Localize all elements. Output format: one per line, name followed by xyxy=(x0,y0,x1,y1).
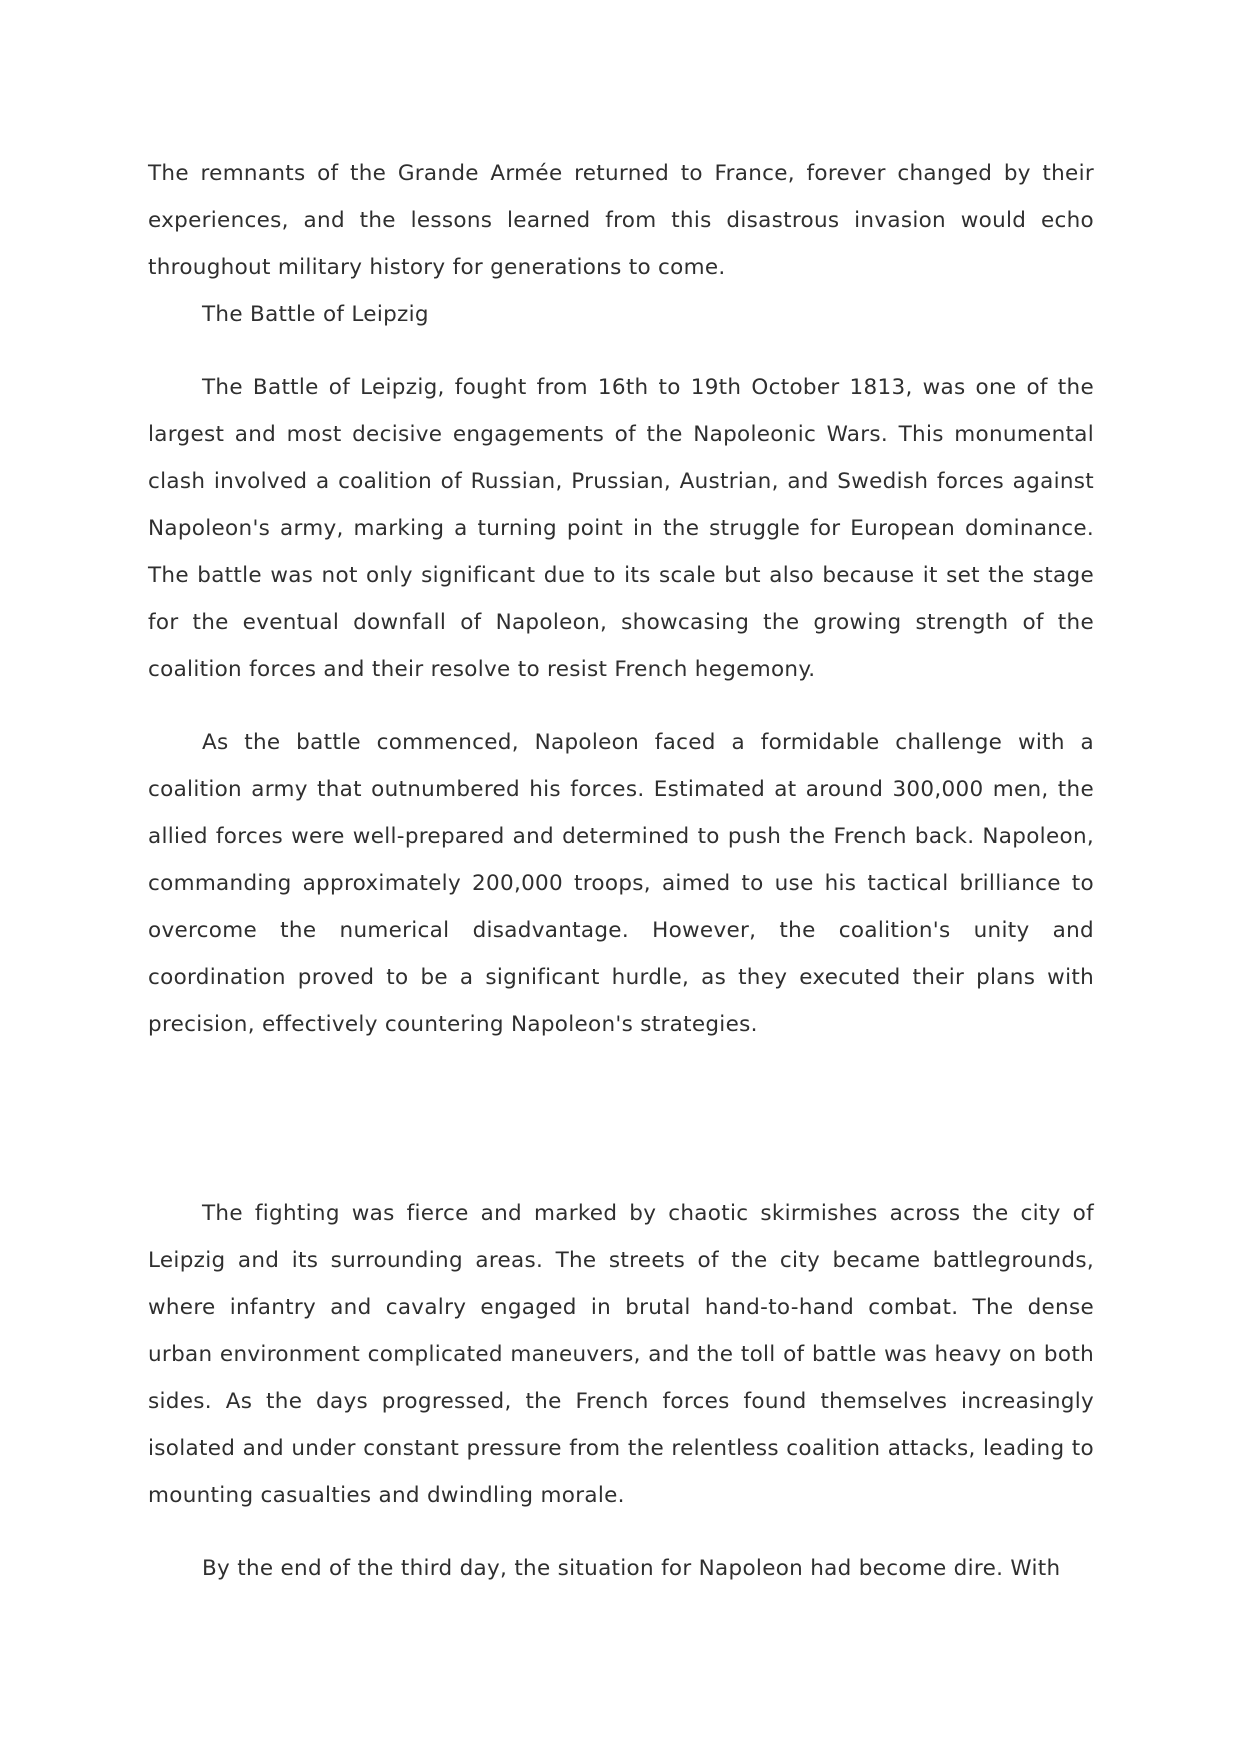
paragraph-third-day: By the end of the third day, the situation for Napoleon had become dire. With xyxy=(202,1556,1061,1581)
document-body xyxy=(148,150,1094,1592)
section-heading-battle-of-leipzig: The Battle of Leipzig xyxy=(202,302,429,327)
paragraph-battle-overview: The Battle of Leipzig, fought from 16th to 19th October 1813, was one of the largest and most decisive engagements of the Napoleonic Wars. This monumental clash involved a coalition of Russian, Prussian, Austrian, and Swedish forces against Napoleon's army, marking a turning point in the struggle for European dominance. The battle was not only significant due to its scale but also because it set the stage for the eventual downfall of Napoleon, showcasing the growing strength of the coalition forces and their resolve to resist French hegemony. xyxy=(148,375,1094,682)
paragraph-grande-armee-return: The remnants of the Grande Armée returned to France, forever changed by their experiences, and the lessons learned from this disastrous invasion would echo throughout military history for generations to come. xyxy=(148,161,1094,280)
paragraph-battle-commenced: As the battle commenced, Napoleon faced a formidable challenge with a coalition army that outnumbered his forces. Estimated at around 300,000 men, the allied forces were well-prepared and determined to push the French back. Napoleon, commanding approximately 200,000 troops, aimed to use his tactical brilliance to overcome the numerical disadvantage. However, the coalition's unity and coordination proved to be a significant hurdle, as they executed their plans with precision, effectively countering Napoleon's strategies. xyxy=(148,730,1094,1037)
paragraph-fighting-fierce: The fighting was fierce and marked by chaotic skirmishes across the city of Leipzig and its surrounding areas. The streets of the city became battlegrounds, where infantry and cavalry engaged in brutal hand-to-hand combat. The dense urban environment complicated maneuvers, and the toll of battle was heavy on both sides. As the days progressed, the French forces found themselves increasingly isolated and under constant pressure from the relentless coalition attacks, leading to mounting casualties and dwindling morale. xyxy=(148,1201,1094,1508)
